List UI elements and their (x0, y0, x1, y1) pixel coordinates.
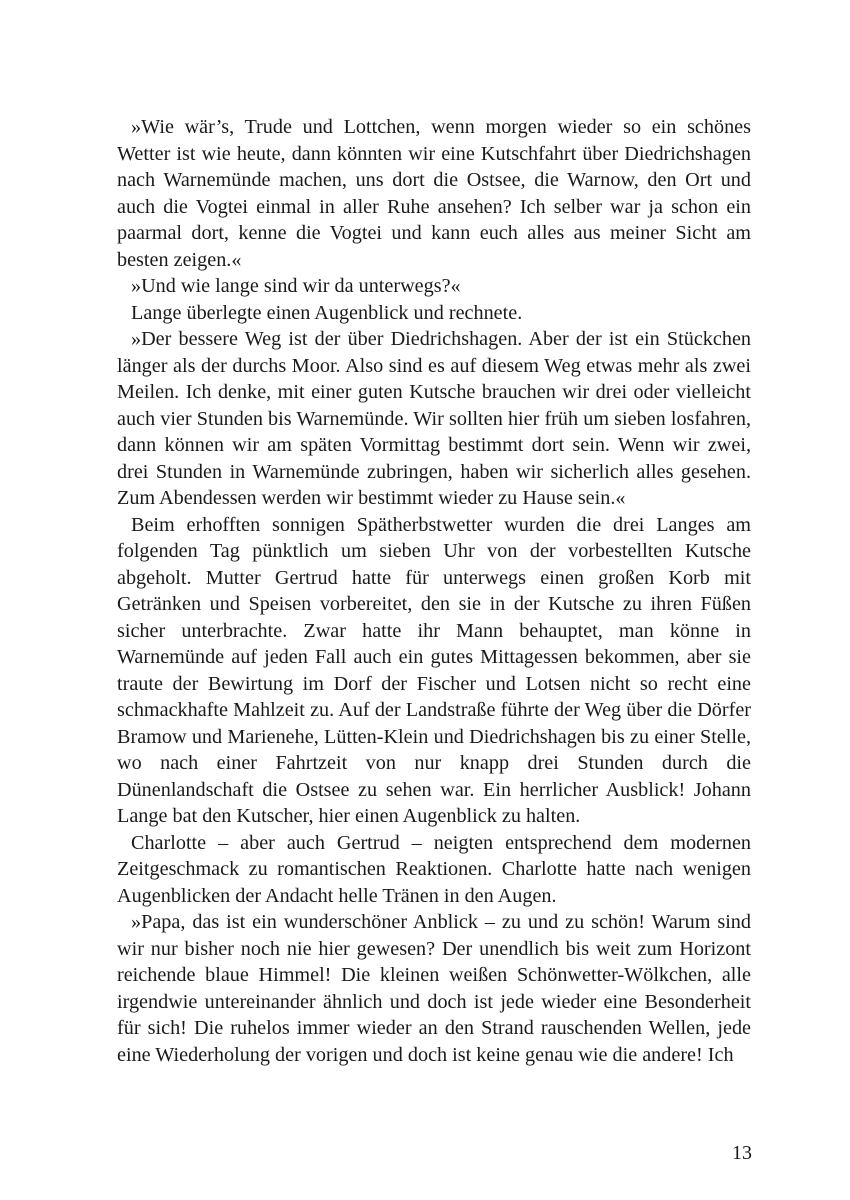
paragraph: »Wie wär’s, Trude und Lottchen, wenn morgen wieder so ein schönes Wetter ist wie heute, dann könnten wir eine Kutschfahrt über Diedrichshagen nach Warnemünde machen, uns dort die Ostsee, die Warnow, den Ort und auch die Vogtei einmal in aller Ruhe ansehen? Ich selber war ja schon ein paarmal dort, kenne die Vogtei und kann euch alles aus meiner Sicht am besten zeigen.« (117, 116, 751, 271)
paragraph: Beim erhofften sonnigen Spätherbstwetter wurden die drei Langes am folgenden Tag pünktlich um sieben Uhr von der vorbestellten Kutsche abgeholt. Mutter Gertrud hatte für unterwegs einen großen Korb mit Getränken und Speisen vorbereitet, den sie in der Kutsche zu ihren Füßen sicher unterbrachte. Zwar hatte ihr Mann behauptet, man könne in Warnemünde auf jeden Fall auch ein gutes Mittagessen bekommen, aber sie traute der Bewirtung im Dorf der Fischer und Lotsen nicht so recht eine schmackhafte Mahlzeit zu. Auf der Landstraße führte der Weg über die Dörfer Bramow und Marienehe, Lütten-Klein und Diedrichshagen bis zu einer Stelle, wo nach einer Fahrtzeit von nur knapp drei Stunden durch die Dünenlandschaft die Ostsee zu sehen war. Ein herrlicher Ausblick! Johann Lange bat den Kutscher, hier einen Augenblick zu halten. (117, 513, 751, 827)
paragraph: »Papa, das ist ein wunderschöner Anblick – zu und zu schön! Warum sind wir nur bisher noch nie hier gewesen? Der unendlich bis weit zum Horizont reichende blaue Himmel! Die kleinen weißen Schönwetter-Wölkchen, alle irgendwie untereinander ähnlich und doch ist jede wieder eine Besonderheit für sich! Die ruhelos immer wieder an den Strand rauschenden Wellen, jede eine Wiederholung der vorigen und doch ist keine genau wie die andere! Ich (117, 911, 751, 1066)
paragraph: »Der bessere Weg ist der über Diedrichshagen. Aber der ist ein Stückchen länger als der durchs Moor. Also sind es auf diesem Weg etwas mehr als zwei Meilen. Ich denke, mit einer guten Kutsche brauchen wir drei oder vielleicht auch vier Stunden bis Warnemünde. Wir sollten hier früh um sieben losfahren, dann können wir am späten Vormittag bestimmt dort sein. Wenn wir zwei, drei Stunden in Warnemünde zubringen, haben wir sicherlich alles gesehen. Zum Abendessen werden wir bestimmt wieder zu Hause sein.« (117, 328, 751, 509)
paragraph: Charlotte – aber auch Gertrud – neigten entsprechend dem modernen Zeitgeschmack zu romantischen Reaktionen. Charlotte hatte nach wenigen Augenblicken der Andacht helle Tränen in den Augen. (117, 831, 751, 907)
page-number: 13 (732, 1142, 752, 1164)
paragraph: Lange überlegte einen Augenblick und rechnete. (131, 301, 523, 324)
paragraph: »Und wie lange sind wir da unterwegs?« (131, 275, 461, 297)
body-text (117, 114, 751, 1068)
